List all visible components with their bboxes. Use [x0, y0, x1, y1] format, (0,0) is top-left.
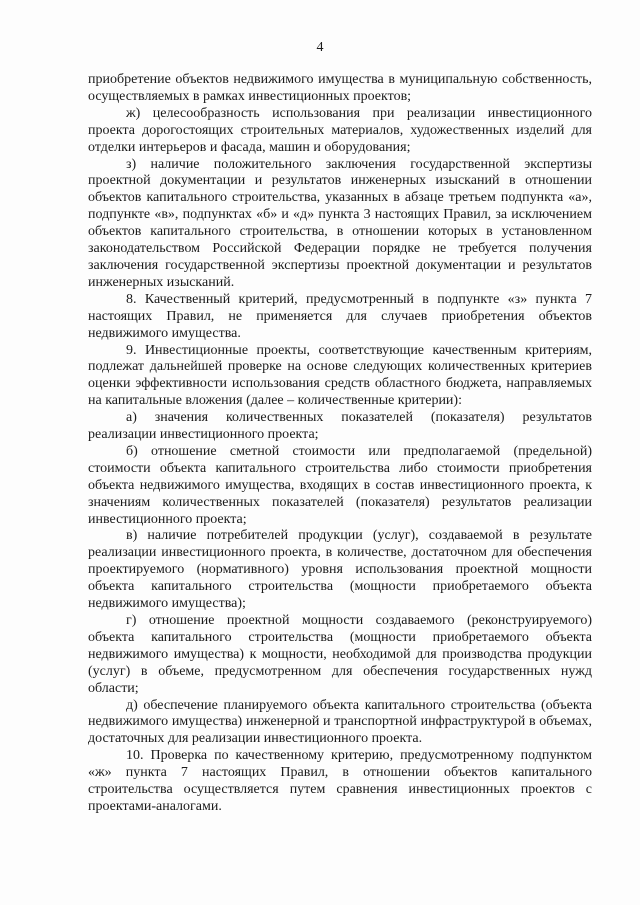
paragraph-item-v: в) наличие потребителей продукции (услуг), создаваемой в результате реализации инвестиционного проекта, в количестве, достаточном для обеспечения проектируемого (нормативного) уровня использования проектной мощности объекта капитального строительства (мощности приобретаемого объекта недвижимого имущества); — [88, 528, 592, 612]
paragraph-item-b: б) отношение сметной стоимости или предполагаемой (предельной) стоимости объекта капитального строительства либо стоимости приобретения объекта недвижимого имущества, входящих в состав инвестиционного проекта, к значениям количественных показателей (показателя) результатов реализации инвестиционного проекта; — [88, 443, 592, 527]
paragraph-clause-10: 10. Проверка по качественному критерию, предусмотренному подпунктом «ж» пункта 7 настоящих Правил, в отношении объектов капитального строительства осуществляется путем сравнения инвестиционных проектов с проектами-аналогами. — [88, 748, 592, 814]
paragraph-clause-8: 8. Качественный критерий, предусмотренный в подпункте «з» пункта 7 настоящих Правил, не применяется для случаев приобретения объектов недвижимого имущества. — [88, 291, 592, 341]
paragraph-item-d: д) обеспечение планируемого объекта капитального строительства (объекта недвижимого имущества) инженерной и транспортной инфраструктурой в объемах, достаточных для реализации инвестиционного проекта. — [88, 697, 592, 747]
paragraph-clause-9: 9. Инвестиционные проекты, соответствующие качественным критериям, подлежат дальнейшей проверке на основе следующих количественных критериев оценки эффективности использования средств областного бюджета, направляемых на капитальные вложения (далее – количественные критерии): — [88, 342, 592, 409]
paragraph-item-zh: ж) целесообразность использования при реализации инвестиционного проекта дорогостоящих строительных материалов, художественных изделий для отделки интерьеров и фасада, машин и оборудования; — [88, 105, 592, 155]
paragraph-item-g: г) отношение проектной мощности создаваемого (реконструируемого) объекта капитального строительства (мощности приобретаемого объекта недвижимого имущества) к мощности, необходимой для производства продукции (услуг) в объеме, предусмотренном для обеспечения государственных нужд области; — [88, 613, 592, 696]
document-body — [88, 72, 592, 816]
paragraph-item-a: а) значения количественных показателей (показателя) результатов реализации инвестиционного проекта; — [88, 410, 592, 443]
paragraph-continuation: приобретение объектов недвижимого имущества в муниципальную собственность, осуществляемых в рамках инвестиционных проектов; — [88, 72, 592, 104]
paragraph-item-z: з) наличие положительного заключения государственной экспертизы проектной документации и результатов инженерных изысканий в отношении объектов капитального строительства, указанных в абзаце третьем подпункта «а», подпункте «в», подпунктах «б» и «д» пункта 3 настоящих Правил, за исключением объектов капитального строительства, в отношении которых в установленном законодательством Российской Федерации порядке не требуется получения заключения государственной экспертизы проектной документации и результатов инженерных изысканий. — [88, 156, 592, 290]
page-number: 4 — [316, 40, 324, 55]
